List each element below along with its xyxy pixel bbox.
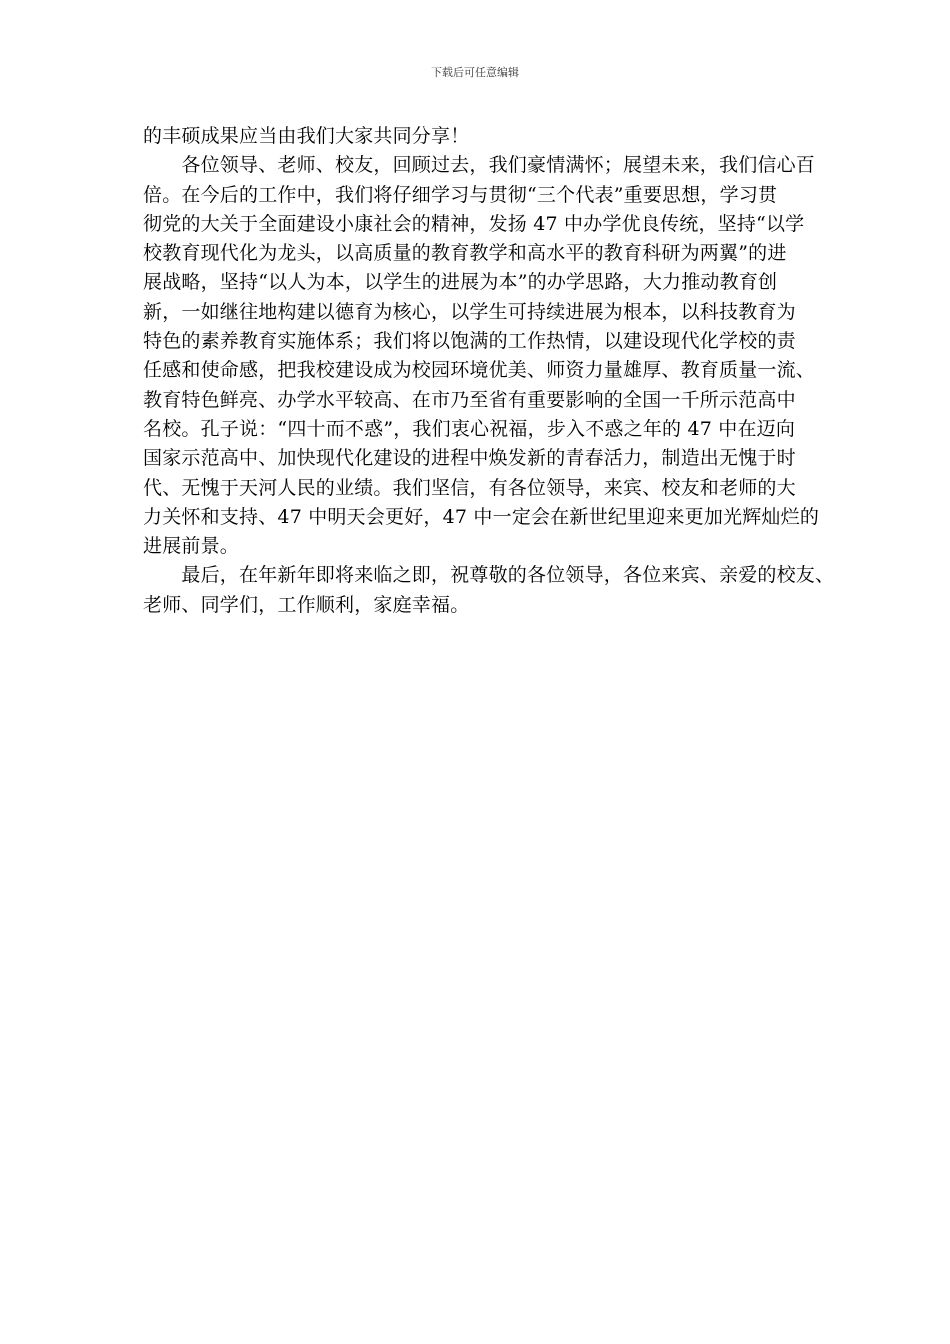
text-line: 任感和使命感，把我校建设成为校园环境优美、师资力量雄厚、教育质量一流、: [143, 359, 816, 382]
text-line: 老师、同学们，工作顺利，家庭幸福。: [143, 593, 470, 616]
text-line: 展战略，坚持“以人为本，以学生的进展为本”的办学思路，大力推动教育创: [143, 271, 778, 294]
document-body: [143, 122, 835, 620]
text-line: 新，一如继往地构建以德育为核心，以学生可持续进展为根本，以科技教育为: [143, 300, 796, 323]
text-line: 倍。在今后的工作中，我们将仔细学习与贯彻“三个代表”重要思想，学习贯: [143, 183, 778, 206]
text-line: 力关怀和支持、47 中明天会更好，47 中一定会在新世纪里迎来更加光辉灿烂的: [143, 505, 820, 528]
text-line: 的丰硕成果应当由我们大家共同分享！: [143, 125, 470, 147]
text-line: 名校。孔子说：“四十而不惑”，我们衷心祝福，步入不惑之年的 47 中在迈向: [143, 417, 796, 440]
text-line: 彻党的大关于全面建设小康社会的精神，发扬 47 中办学优良传统，坚持“以学: [143, 212, 805, 235]
text-line: 国家示范高中、加快现代化建设的进程中焕发新的青春活力，制造出无愧于时: [143, 447, 796, 470]
text-line: 最后，在年新年即将来临之即，祝尊敬的各位领导，各位来宾、亲爱的校友、: [143, 564, 835, 587]
page-header: 下载后可任意编辑: [431, 66, 519, 79]
text-line: 特色的素养教育实施体系；我们将以饱满的工作热情，以建设现代化学校的责: [143, 330, 796, 353]
text-line: 代、无愧于天河人民的业绩。我们坚信，有各位领导，来宾、校友和老师的大: [143, 476, 796, 499]
text-line: 各位领导、老师、校友，回顾过去，我们豪情满怀；展望未来，我们信心百: [143, 154, 816, 177]
text-line: 教育特色鲜亮、办学水平较高、在市乃至省有重要影响的全国一千所示范高中: [143, 388, 796, 411]
text-line: 进展前景。: [143, 535, 240, 558]
text-line: 校教育现代化为龙头，以高质量的教育教学和高水平的教育科研为两翼”的进: [143, 242, 787, 265]
